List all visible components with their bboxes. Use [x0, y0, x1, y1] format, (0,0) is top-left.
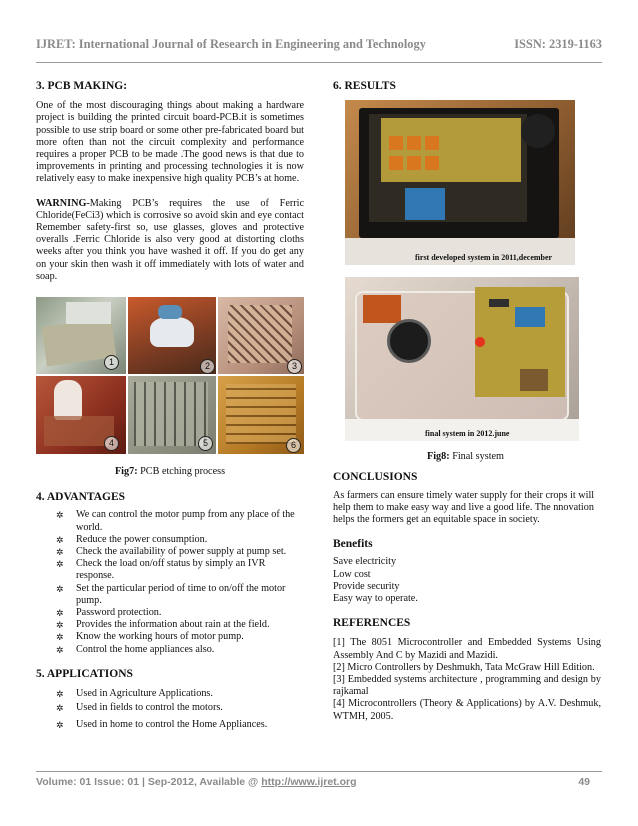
step-number-5: 5: [198, 436, 213, 451]
etching-photo-2: [128, 297, 216, 374]
list-item: ✲ Know the working hours of motor pump.: [56, 631, 244, 643]
conclusions-paragraph: As farmers can ensure timely water supply for their crops it will help them to make easy way and live a good life. The nnovation helps the formers get an equitable space in society.: [333, 489, 595, 526]
page-number: 49: [578, 776, 590, 788]
asterisk-bullet-icon: ✲: [56, 534, 64, 545]
asterisk-bullet-icon: ✲: [56, 608, 64, 619]
page-footer: [36, 776, 602, 792]
etching-photo-1: [36, 297, 126, 374]
fig7-caption: [36, 466, 304, 478]
step-number-1: 1: [104, 355, 119, 370]
list-item: ✲ Check the availability of power supply at pump set.: [56, 546, 287, 558]
applications-list: [36, 688, 304, 731]
etching-photo-4: [36, 376, 126, 454]
etching-photo-3: [218, 297, 304, 374]
advantages-heading: 4. ADVANTAGES: [36, 491, 126, 504]
footer-rule: [36, 771, 602, 772]
fig8-caption-text: Final system: [449, 451, 504, 463]
step-number-6: 6: [286, 438, 301, 453]
pcb-paragraph: One of the most discouraging things about making a hardware project is building the printed circuit board-PCB.it is sometimes possible to use strip board or some other pre-fabricated board but more often than not the circuit complexity and performance requires a proper PCB to be made .The good news is that due to improvements in printing and processing technologies it is now relatively easy to make inexpensive high quality PCB’s at home.: [36, 100, 304, 185]
final-system-caption: final system in 2012.june: [425, 429, 510, 439]
list-item: ✲ Used in home to control the Home Appliances.: [56, 718, 268, 730]
header-rule: [36, 62, 602, 63]
step-number-3: 3: [287, 359, 302, 374]
first-system-photo: [345, 100, 575, 265]
list-item: Easy way to operate.: [333, 593, 418, 605]
fig7-etching-photos: [36, 297, 304, 454]
reference-item: [3] Embedded systems architecture , programming and design by rajkamal: [333, 674, 601, 698]
conclusions-heading: CONCLUSIONS: [333, 471, 418, 484]
fig8-caption: [333, 451, 601, 463]
reference-item: [2] Micro Controllers by Deshmukh, Tata McGraw Hill Edition.: [333, 661, 595, 673]
list-item: ✲ Used in fields to control the motors.: [56, 702, 223, 714]
issn: ISSN: 2319-1163: [514, 37, 602, 51]
list-item: ✲ Check the load on/off status by simply an IVR response.: [56, 558, 266, 582]
list-item: ✲ Provides the information about rain at the field.: [56, 619, 270, 631]
journal-link[interactable]: http://www.ijret.org: [261, 776, 357, 788]
final-system-photo: [345, 277, 579, 441]
asterisk-bullet-icon: ✲: [56, 632, 64, 643]
list-item: Provide security: [333, 580, 400, 592]
list-item: ✲ Set the particular period of time to on/off the motor pump.: [56, 582, 286, 606]
left-column: [36, 80, 304, 731]
page-header: [36, 37, 602, 55]
list-item: ✲ Password protection.: [56, 607, 162, 619]
etching-photo-5: [128, 376, 216, 454]
journal-title: IJRET: International Journal of Research in Engineering and Technology: [36, 37, 426, 51]
fig8-caption-label: Fig8:: [427, 451, 450, 463]
etching-photo-6: [218, 376, 304, 454]
asterisk-bullet-icon: ✲: [56, 559, 64, 570]
volume-text: Volume: 01 Issue: 01 | Sep-2012, Available @: [36, 776, 262, 788]
advantages-list: [36, 509, 304, 655]
warning-text: Making PCB’s requires the use of Ferric Chloride(FeCi3) which is corrosive so avoid skin and eye contact Remember safety-first so, use glasses, gloves and protective overalls .Ferric Chloride is also very good at distorting cloths weeks after you think you have washed it off. If you do get any on your skin then wash it off immediately with lots of water and soap.: [36, 197, 304, 282]
references-list: [333, 637, 601, 722]
applications-heading: 5. APPLICATIONS: [36, 667, 133, 680]
asterisk-bullet-icon: ✲: [56, 620, 64, 631]
results-heading: 6. RESULTS: [333, 80, 396, 92]
asterisk-bullet-icon: ✲: [56, 583, 64, 594]
list-item: Low cost: [333, 568, 371, 580]
step-number-2: 2: [200, 359, 215, 374]
benefits-list: [333, 556, 601, 605]
list-item: ✲ Control the home appliances also.: [56, 643, 215, 655]
list-item: Save electricity: [333, 556, 397, 568]
asterisk-bullet-icon: ✲: [56, 719, 64, 730]
right-column: [333, 80, 601, 723]
step-number-4: 4: [104, 436, 119, 451]
list-item: ✲ Used in Agriculture Applications.: [56, 688, 213, 700]
fig7-caption-label: Fig7:: [114, 466, 138, 478]
asterisk-bullet-icon: ✲: [56, 547, 64, 558]
references-heading: REFERENCES: [333, 617, 411, 630]
list-item: ✲ We can control the motor pump from any place of the world.: [56, 509, 295, 533]
benefits-heading: Benefits: [333, 538, 373, 551]
warning-paragraph: [36, 198, 304, 283]
footer-volume: [36, 776, 357, 788]
asterisk-bullet-icon: ✲: [56, 510, 64, 521]
reference-item: [1] The 8051 Microcontroller and Embedded Systems Using Assembly And C by Mazidi and Mazidi.: [333, 637, 601, 661]
list-item: ✲ Reduce the power consumption.: [56, 533, 208, 545]
first-system-caption: first developed system in 2011,december: [415, 253, 553, 263]
asterisk-bullet-icon: ✲: [56, 689, 64, 700]
warning-label: WARNING-: [36, 197, 90, 209]
fig7-caption-text: PCB etching process: [137, 466, 226, 478]
asterisk-bullet-icon: ✲: [56, 703, 64, 714]
asterisk-bullet-icon: ✲: [56, 644, 64, 655]
reference-item: [4] Microcontrollers (Theory & Applications) by A.V. Deshmuk, WTMH, 2005.: [333, 698, 601, 722]
pcb-heading: 3. PCB MAKING:: [36, 80, 128, 92]
